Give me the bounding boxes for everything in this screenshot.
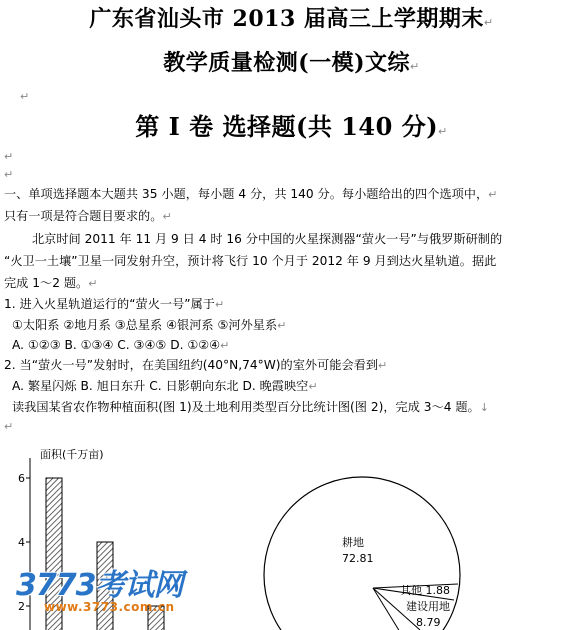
passage-line: 完成 1～2 题。↵: [4, 276, 98, 290]
question-1-items: ①太阳系 ②地月系 ③总星系 ④银河系 ⑤河外星系↵: [12, 318, 287, 332]
question-3-intro: 读我国某省农作物种植面积(图 1)及土地利用类型百分比统计图(图 2)，完成 3～4 题。↓: [12, 400, 489, 414]
bar-chart-tick-label: 2: [18, 600, 25, 613]
pie-label-other: 其他 1.88: [400, 584, 450, 597]
instruction-line: 只有一项是符合题目要求的。↵: [4, 209, 172, 223]
passage-line: 北京时间 2011 年 11 月 9 日 4 时 16 分中国的火星探测器“萤火一号”与俄罗斯研制的: [32, 232, 503, 246]
pie-label-construction: 建设用地: [406, 600, 450, 613]
question-1-options: A. ①②③ B. ①③④ C. ③④⑤ D. ①②④↵: [12, 338, 230, 352]
pie-value-cropland: 72.81: [342, 552, 374, 565]
watermark-sub-text: www.3773.com.cn: [44, 600, 175, 614]
document-title-line2: 教学质量检测(一模)文综↵: [163, 50, 420, 76]
pie-value-construction: 8.79: [416, 616, 441, 629]
question-2: 2. 当“萤火一号”发射时，在美国纽约(40°N,74°W)的室外可能会看到↵: [4, 358, 388, 372]
paragraph-mark: ↵: [20, 90, 30, 103]
paragraph-mark: ↵: [4, 168, 14, 181]
watermark-main-text: 3773考试网: [16, 568, 183, 603]
document-title-line1: 广东省汕头市 2013 届高三上学期期末↵: [89, 6, 494, 32]
site-watermark-logo: [0, 558, 190, 630]
paragraph-mark: ↵: [4, 150, 14, 163]
pie-label-cropland: 耕地: [342, 536, 364, 549]
question-1: 1. 进入火星轨道运行的“萤火一号”属于↵: [4, 297, 225, 311]
pie-chart-figure-2: [250, 460, 470, 630]
passage-line: “火卫一土壤”卫星一同发射升空，预计将飞行 10 个月于 2012 年 9 月到达火星轨道。据此: [4, 254, 497, 268]
bar-chart-tick-label: 6: [18, 472, 25, 485]
bar-chart-tick-label: 4: [18, 536, 25, 549]
instruction-line: 一、单项选择题本大题共 35 小题，每小题 4 分，共 140 分。每小题给出的四个选项中，↵: [4, 187, 498, 201]
bar-chart-y-axis-label: 面积(千万亩): [40, 448, 104, 461]
paragraph-mark: ↵: [4, 420, 14, 433]
section-title: 第 I 卷 选择题(共 140 分)↵: [135, 112, 448, 141]
question-2-options: A. 繁星闪烁 B. 旭日东升 C. 日影朝向东北 D. 晚霞映空↵: [12, 379, 318, 393]
